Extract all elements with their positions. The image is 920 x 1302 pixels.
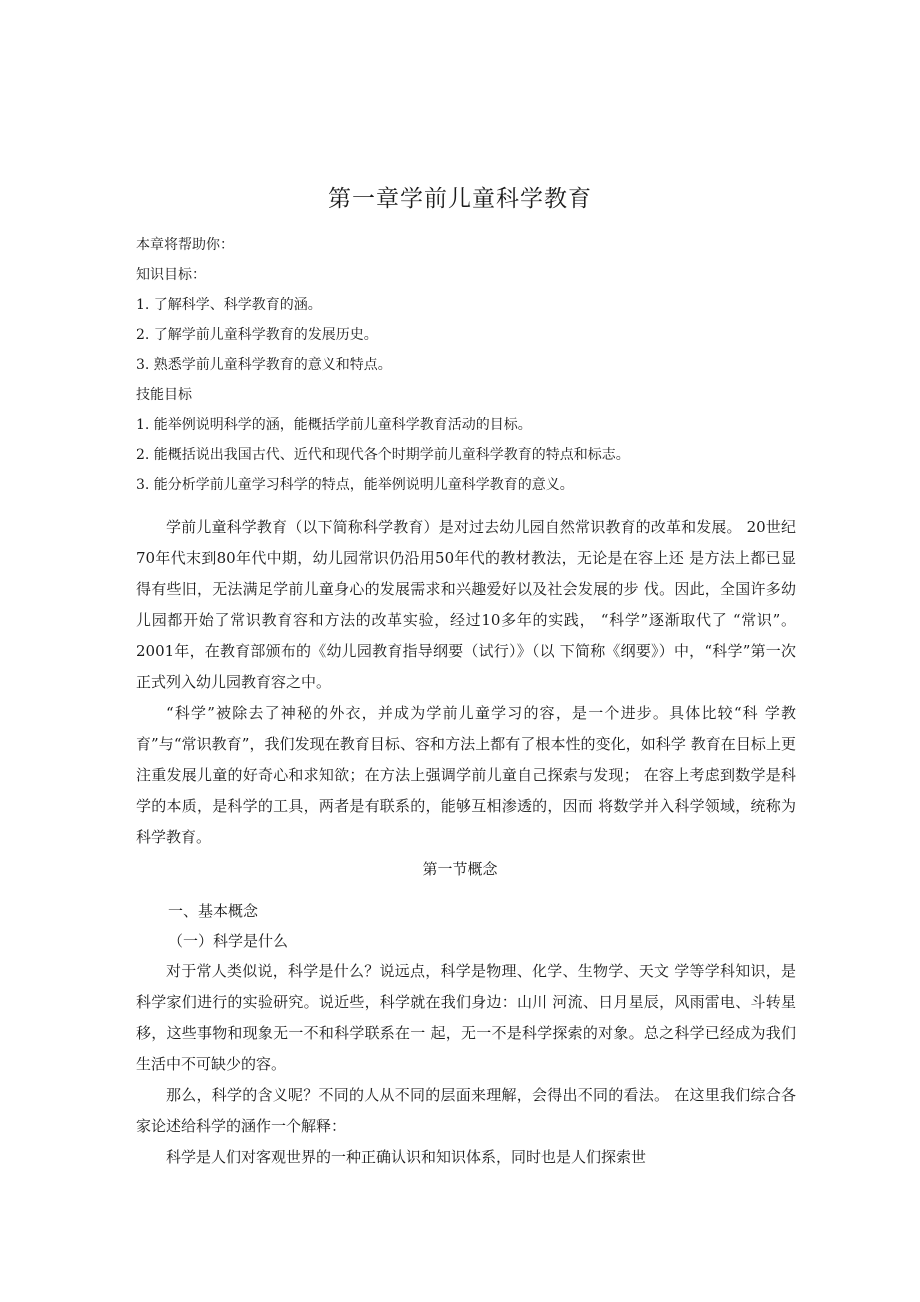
intro-line: 知识目标： bbox=[136, 267, 206, 283]
paragraph-4: 那么，科学的含义呢？不同的人从不同的层面来理解，会得出不同的看法。 在这里我们综合各家论述给科学的涵作一个解释： bbox=[136, 1086, 796, 1135]
intro-line: 3. 能分析学前儿童学习科学的特点，能举例说明儿童科学教育的意义。 bbox=[136, 477, 574, 493]
heading-basic-concepts: 一、基本概念 bbox=[168, 902, 259, 920]
chapter-title: 第一章学前儿童科学教育 bbox=[328, 186, 592, 212]
body-paragraphs-1 bbox=[136, 512, 796, 853]
intro-line: 1. 能举例说明科学的涵，能概括学前儿童科学教育活动的目标。 bbox=[136, 417, 532, 433]
section-title: 第一节概念 bbox=[422, 860, 498, 878]
paragraph-1: 学前儿童科学教育（以下简称科学教育）是对过去幼儿园自然常识教育的改革和发展。 20世纪70年代末到80年代中期，幼儿园常识仍沿用50年代的教材教法，无论是在容上还 是方法上都已显得有些旧，无法满足学前儿童身心的发展需求和兴趣爱好以及社会发展的步 伐。因此，全国许多幼儿园都开始了常识教育容和方法的改革实验，经过10多年的实践， “科学”逐渐取代了 “常识”。2001年，在教育部颁布的《幼儿园教育指导纲要（试行）》（以 下简称《纲要》）中，“科学”第一次正式列入幼儿园教育容之中。 bbox=[136, 518, 796, 691]
paragraph-5: 科学是人们对客观世界的一种正确认识和知识体系，同时也是人们探索世 bbox=[166, 1148, 647, 1166]
paragraph-2: “科学”被除去了神秘的外衣，并成为学前儿童学习的容，是一个进步。具体比较“科 学教育”与“常识教育”，我们发现在教育目标、容和方法上都有了根本性的变化，如科学 教育在目标上更注重发展儿童的好奇心和求知欲；在方法上强调学前儿童自己探索与发现； 在容上考虑到数学是科学的本质，是科学的工具，两者是有联系的，能够互相渗透的，因而 将数学并入科学领域，统称为科学教育。 bbox=[136, 704, 796, 846]
intro-line: 3. 熟悉学前儿童科学教育的意义和特点。 bbox=[136, 357, 392, 373]
intro-line: 2. 了解学前儿童科学教育的发展历史。 bbox=[136, 327, 378, 343]
paragraph-3: 对于常人类似说，科学是什么？说远点，科学是物理、化学、生物学、天文 学等学科知识，是科学家们进行的实验研究。说近些，科学就在我们身边：山川 河流、日月星辰，风雨雷电、斗转星移，这些事物和现象无一不和科学联系在一 起，无一不是科学探索的对象。总之科学已经成为我们生活中不可缺少的容。 bbox=[136, 962, 796, 1073]
intro-line: 2. 能概括说出我国古代、近代和现代各个时期学前儿童科学教育的特点和标志。 bbox=[136, 447, 630, 463]
chapter-objectives bbox=[136, 230, 816, 500]
intro-line: 本章将帮助你： bbox=[136, 237, 234, 253]
intro-line: 1. 了解科学、科学教育的涵。 bbox=[136, 297, 322, 313]
heading-what-is-science: （一）科学是什么 bbox=[168, 932, 289, 950]
intro-line: 技能目标 bbox=[136, 387, 192, 403]
body-paragraphs-2 bbox=[136, 956, 796, 1173]
